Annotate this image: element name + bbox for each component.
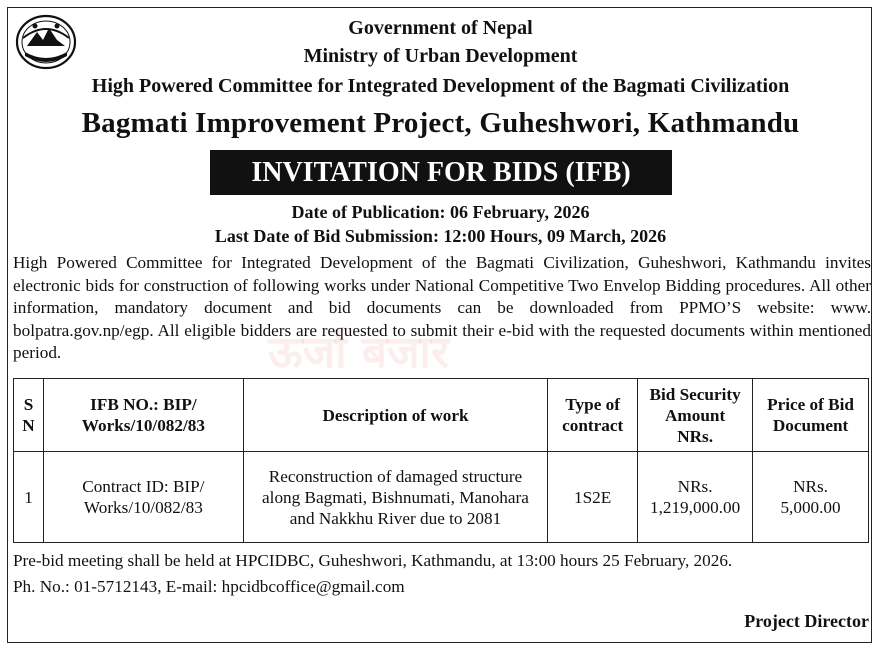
submission-deadline: Last Date of Bid Submission: 12:00 Hours, 09 March, 2026 (214, 226, 667, 246)
invitation-paragraph: High Powered Committee for Integrated Development of the Bagmati Civilization, Guheshwori, Kathmandu invites electronic bids for construction of following works under National Competitive Two Envelop Bidding procedures. All other information, mandatory document and bid documents can be downloaded from PPMO’S website: www. bolpatra.gov.np/egp. All eligible bidders are requested to submit their e-bid with the requested documents within mentioned period. (13, 253, 871, 362)
table-header-row (14, 379, 869, 452)
cell-bid-security: NRs. 1,219,000.00 (638, 452, 753, 543)
bid-table (13, 378, 869, 543)
table-row (14, 452, 869, 543)
ministry-title: Ministry of Urban Development (303, 45, 578, 67)
govt-title: Government of Nepal (348, 17, 533, 39)
header-contract-type: Type of contract (548, 379, 638, 452)
header-bid-security: Bid Security Amount NRs. (638, 379, 753, 452)
committee-title: High Powered Committee for Integrated Development of the Bagmati Civilization (91, 75, 790, 97)
cell-description: Reconstruction of damaged structure along Bagmati, Bishnumati, Manohara and Nakkhu River due to 2081 (243, 452, 547, 543)
header-ifb-no: IFB NO.: BIP/ Works/10/082/83 (43, 379, 243, 452)
header-description: Description of work (243, 379, 547, 452)
signatory: Project Director (744, 611, 869, 631)
header-sn: S N (14, 379, 44, 452)
watermark: ऊर्जा बजार (268, 327, 450, 378)
ifb-banner-text: INVITATION FOR BIDS (IFB) (251, 156, 631, 188)
cell-doc-price: NRs. 5,000.00 (753, 452, 869, 543)
prebid-meeting-note: Pre-bid meeting shall be held at HPCIDBC, Guheshwori, Kathmandu, at 13:00 hours 25 February, 2026. (13, 551, 733, 570)
cell-sn: 1 (14, 452, 44, 543)
contact-info: Ph. No.: 01-5712143, E-mail: hpcidbcoffice@gmail.com (13, 577, 405, 596)
publication-date: Date of Publication: 06 February, 2026 (291, 202, 590, 222)
header-doc-price: Price of Bid Document (753, 379, 869, 452)
cell-contract-type: 1S2E (548, 452, 638, 543)
project-title: Bagmati Improvement Project, Guheshwori, Kathmandu (81, 107, 800, 139)
ifb-banner (210, 150, 672, 195)
cell-contract-id: Contract ID: BIP/ Works/10/082/83 (43, 452, 243, 543)
